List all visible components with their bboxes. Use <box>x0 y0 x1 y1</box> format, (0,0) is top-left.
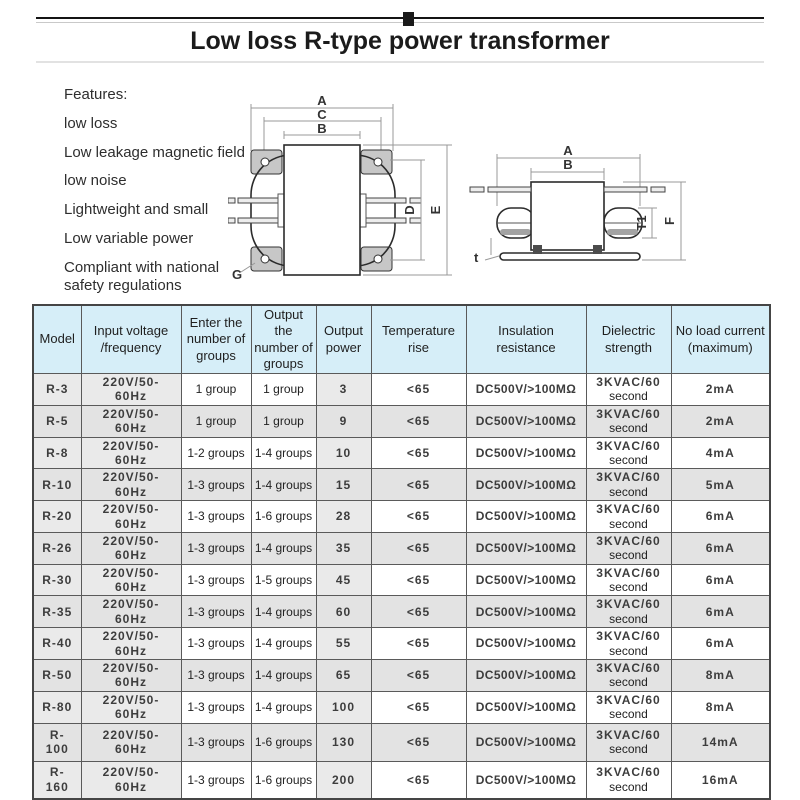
page-title: Low loss R-type power transformer <box>190 27 610 55</box>
table-row-R-100 <box>33 723 770 761</box>
cell-0-0: R-3 <box>33 374 81 406</box>
cell-10-3: 1-4 groups <box>251 691 316 723</box>
col-header-1: Input voltage /frequency <box>81 305 181 374</box>
table-row-R-10 <box>33 469 770 501</box>
table-row-R-40 <box>33 628 770 660</box>
dim-label-t1: T1 <box>634 215 649 231</box>
cell-4-4: 28 <box>316 501 371 533</box>
cell-10-4: 100 <box>316 691 371 723</box>
cell-2-4: 10 <box>316 437 371 469</box>
cell-11-5: <65 <box>371 723 466 761</box>
dim-label-t: t <box>474 250 479 265</box>
front-view-diagram <box>228 93 463 293</box>
cell-11-7: 3KVAC/60 second <box>586 723 671 761</box>
cell-10-2: 1-3 groups <box>181 691 251 723</box>
cell-8-3: 1-4 groups <box>251 628 316 660</box>
bobbin-foot-right <box>593 245 602 254</box>
cell-3-8: 5mA <box>671 469 770 501</box>
cell-10-8: 8mA <box>671 691 770 723</box>
cell-5-0: R-26 <box>33 532 81 564</box>
header-row <box>33 305 770 374</box>
dim-label-g: G <box>232 267 243 282</box>
cell-5-5: <65 <box>371 532 466 564</box>
feature-item: low loss <box>64 114 118 132</box>
cell-2-6: DC500V/>100MΩ <box>466 437 586 469</box>
cell-9-7: 3KVAC/60 second <box>586 660 671 692</box>
cell-6-0: R-30 <box>33 564 81 596</box>
table-row-R-50 <box>33 660 770 692</box>
cell-5-1: 220V/50- 60Hz <box>81 532 181 564</box>
cell-2-1: 220V/50- 60Hz <box>81 437 181 469</box>
cell-7-3: 1-4 groups <box>251 596 316 628</box>
cell-11-0: R- 100 <box>33 723 81 761</box>
t-leader-lines <box>485 238 499 260</box>
dim-label-b: B <box>317 121 327 136</box>
cell-8-2: 1-3 groups <box>181 628 251 660</box>
cell-3-0: R-10 <box>33 469 81 501</box>
col-header-2: Enter the number of groups <box>181 305 251 374</box>
cell-9-8: 8mA <box>671 660 770 692</box>
cell-4-2: 1-3 groups <box>181 501 251 533</box>
cell-12-8: 16mA <box>671 761 770 799</box>
cell-0-3: 1 group <box>251 374 316 406</box>
cell-1-0: R-5 <box>33 405 81 437</box>
pin-header-right <box>360 194 366 227</box>
cell-9-1: 220V/50- 60Hz <box>81 660 181 692</box>
cell-2-7: 3KVAC/60 second <box>586 437 671 469</box>
cell-7-0: R-35 <box>33 596 81 628</box>
cell-3-2: 1-3 groups <box>181 469 251 501</box>
col-header-7: Dielectric strength <box>586 305 671 374</box>
cell-6-5: <65 <box>371 564 466 596</box>
cell-3-5: <65 <box>371 469 466 501</box>
table-row-R-20 <box>33 501 770 533</box>
cell-4-1: 220V/50- 60Hz <box>81 501 181 533</box>
cell-3-1: 220V/50- 60Hz <box>81 469 181 501</box>
table-row-R-5 <box>33 405 770 437</box>
cell-0-1: 220V/50- 60Hz <box>81 374 181 406</box>
cell-11-6: DC500V/>100MΩ <box>466 723 586 761</box>
pin-header-left <box>278 194 284 227</box>
cell-8-1: 220V/50- 60Hz <box>81 628 181 660</box>
bobbin <box>531 182 604 250</box>
cell-10-0: R-80 <box>33 691 81 723</box>
dim-label-f: F <box>662 217 677 225</box>
cell-0-4: 3 <box>316 374 371 406</box>
feature-item: Lightweight and small <box>64 201 209 218</box>
cell-3-4: 15 <box>316 469 371 501</box>
top-divider <box>36 17 764 23</box>
cell-5-4: 35 <box>316 532 371 564</box>
cell-9-6: DC500V/>100MΩ <box>466 660 586 692</box>
col-header-3: Output the number of groups <box>251 305 316 374</box>
feature-item: Low leakage magnetic field <box>64 143 245 161</box>
table-row-R-8 <box>33 437 770 469</box>
cell-4-7: 3KVAC/60 second <box>586 501 671 533</box>
cell-5-6: DC500V/>100MΩ <box>466 532 586 564</box>
cell-11-4: 130 <box>316 723 371 761</box>
col-header-4: Output power <box>316 305 371 374</box>
cell-7-7: 3KVAC/60 second <box>586 596 671 628</box>
cell-3-7: 3KVAC/60 second <box>586 469 671 501</box>
cell-12-4: 200 <box>316 761 371 799</box>
cell-0-6: DC500V/>100MΩ <box>466 374 586 406</box>
cell-9-3: 1-4 groups <box>251 660 316 692</box>
cell-4-5: <65 <box>371 501 466 533</box>
cell-11-8: 14mA <box>671 723 770 761</box>
bobbin-foot-left <box>533 245 542 254</box>
cell-1-4: 9 <box>316 405 371 437</box>
cell-4-0: R-20 <box>33 501 81 533</box>
dim-label-c: C <box>317 107 327 122</box>
side-view-diagram <box>458 142 703 277</box>
cell-3-3: 1-4 groups <box>251 469 316 501</box>
cell-12-5: <65 <box>371 761 466 799</box>
cell-7-2: 1-3 groups <box>181 596 251 628</box>
cell-7-6: DC500V/>100MΩ <box>466 596 586 628</box>
table-row-R-80 <box>33 691 770 723</box>
cell-3-6: DC500V/>100MΩ <box>466 469 586 501</box>
divider-handle-square <box>403 12 414 26</box>
cell-6-8: 6mA <box>671 564 770 596</box>
base-plate <box>500 253 640 260</box>
core-end-shading-left <box>500 229 531 235</box>
cell-12-1: 220V/50- 60Hz <box>81 761 181 799</box>
cell-6-6: DC500V/>100MΩ <box>466 564 586 596</box>
spec-table <box>32 304 771 800</box>
cell-11-3: 1-6 groups <box>251 723 316 761</box>
cell-11-1: 220V/50- 60Hz <box>81 723 181 761</box>
cell-1-2: 1 group <box>181 405 251 437</box>
cell-9-2: 1-3 groups <box>181 660 251 692</box>
cell-8-5: <65 <box>371 628 466 660</box>
table-row-R-35 <box>33 596 770 628</box>
cell-0-2: 1 group <box>181 374 251 406</box>
cell-5-8: 6mA <box>671 532 770 564</box>
cell-12-7: 3KVAC/60 second <box>586 761 671 799</box>
table-row-R-3 <box>33 374 770 406</box>
cell-12-2: 1-3 groups <box>181 761 251 799</box>
cell-8-7: 3KVAC/60 second <box>586 628 671 660</box>
dim-label-a: A <box>317 93 327 108</box>
cell-11-2: 1-3 groups <box>181 723 251 761</box>
feature-item: Low variable power <box>64 229 194 247</box>
cell-5-7: 3KVAC/60 second <box>586 532 671 564</box>
dim-label-a: A <box>563 143 573 158</box>
cell-2-3: 1-4 groups <box>251 437 316 469</box>
cell-8-0: R-40 <box>33 628 81 660</box>
col-header-0: Model <box>33 305 81 374</box>
col-header-6: Insulation resistance <box>466 305 586 374</box>
cell-12-6: DC500V/>100MΩ <box>466 761 586 799</box>
col-header-8: No load current (maximum) <box>671 305 770 374</box>
cell-2-0: R-8 <box>33 437 81 469</box>
cell-6-1: 220V/50- 60Hz <box>81 564 181 596</box>
cell-12-0: R- 160 <box>33 761 81 799</box>
cell-1-3: 1 group <box>251 405 316 437</box>
cell-1-5: <65 <box>371 405 466 437</box>
cell-9-4: 65 <box>316 660 371 692</box>
title-underline <box>36 61 764 63</box>
dim-label-b: B <box>563 157 573 172</box>
cell-9-0: R-50 <box>33 660 81 692</box>
cell-10-5: <65 <box>371 691 466 723</box>
cell-5-2: 1-3 groups <box>181 532 251 564</box>
cell-4-3: 1-6 groups <box>251 501 316 533</box>
features-heading: Features: <box>64 86 128 103</box>
cell-7-5: <65 <box>371 596 466 628</box>
cell-6-2: 1-3 groups <box>181 564 251 596</box>
cell-10-7: 3KVAC/60 second <box>586 691 671 723</box>
table-row-R-26 <box>33 532 770 564</box>
cell-6-3: 1-5 groups <box>251 564 316 596</box>
cell-1-6: DC500V/>100MΩ <box>466 405 586 437</box>
cell-4-6: DC500V/>100MΩ <box>466 501 586 533</box>
cell-1-7: 3KVAC/60 second <box>586 405 671 437</box>
col-header-5: Temperature rise <box>371 305 466 374</box>
cell-2-2: 1-2 groups <box>181 437 251 469</box>
cell-5-3: 1-4 groups <box>251 532 316 564</box>
cell-10-1: 220V/50- 60Hz <box>81 691 181 723</box>
cell-2-5: <65 <box>371 437 466 469</box>
cell-1-8: 2mA <box>671 405 770 437</box>
dim-label-e: E <box>428 205 443 215</box>
cell-8-6: DC500V/>100MΩ <box>466 628 586 660</box>
table-row-R-160 <box>33 761 770 799</box>
cell-7-4: 60 <box>316 596 371 628</box>
feature-item: low noise <box>64 172 127 190</box>
cell-8-8: 6mA <box>671 628 770 660</box>
cell-8-4: 55 <box>316 628 371 660</box>
feature-item: Compliant with national safety regulations <box>64 258 220 295</box>
cell-1-1: 220V/50- 60Hz <box>81 405 181 437</box>
cell-7-8: 6mA <box>671 596 770 628</box>
features-list <box>64 86 252 306</box>
dim-label-d: D <box>402 205 417 215</box>
bobbin <box>284 145 360 275</box>
cell-9-5: <65 <box>371 660 466 692</box>
cell-0-8: 2mA <box>671 374 770 406</box>
cell-6-4: 45 <box>316 564 371 596</box>
cell-0-5: <65 <box>371 374 466 406</box>
cell-7-1: 220V/50- 60Hz <box>81 596 181 628</box>
cell-6-7: 3KVAC/60 second <box>586 564 671 596</box>
cell-12-3: 1-6 groups <box>251 761 316 799</box>
cell-2-8: 4mA <box>671 437 770 469</box>
cell-0-7: 3KVAC/60 second <box>586 374 671 406</box>
cell-10-6: DC500V/>100MΩ <box>466 691 586 723</box>
cell-4-8: 6mA <box>671 501 770 533</box>
table-row-R-30 <box>33 564 770 596</box>
